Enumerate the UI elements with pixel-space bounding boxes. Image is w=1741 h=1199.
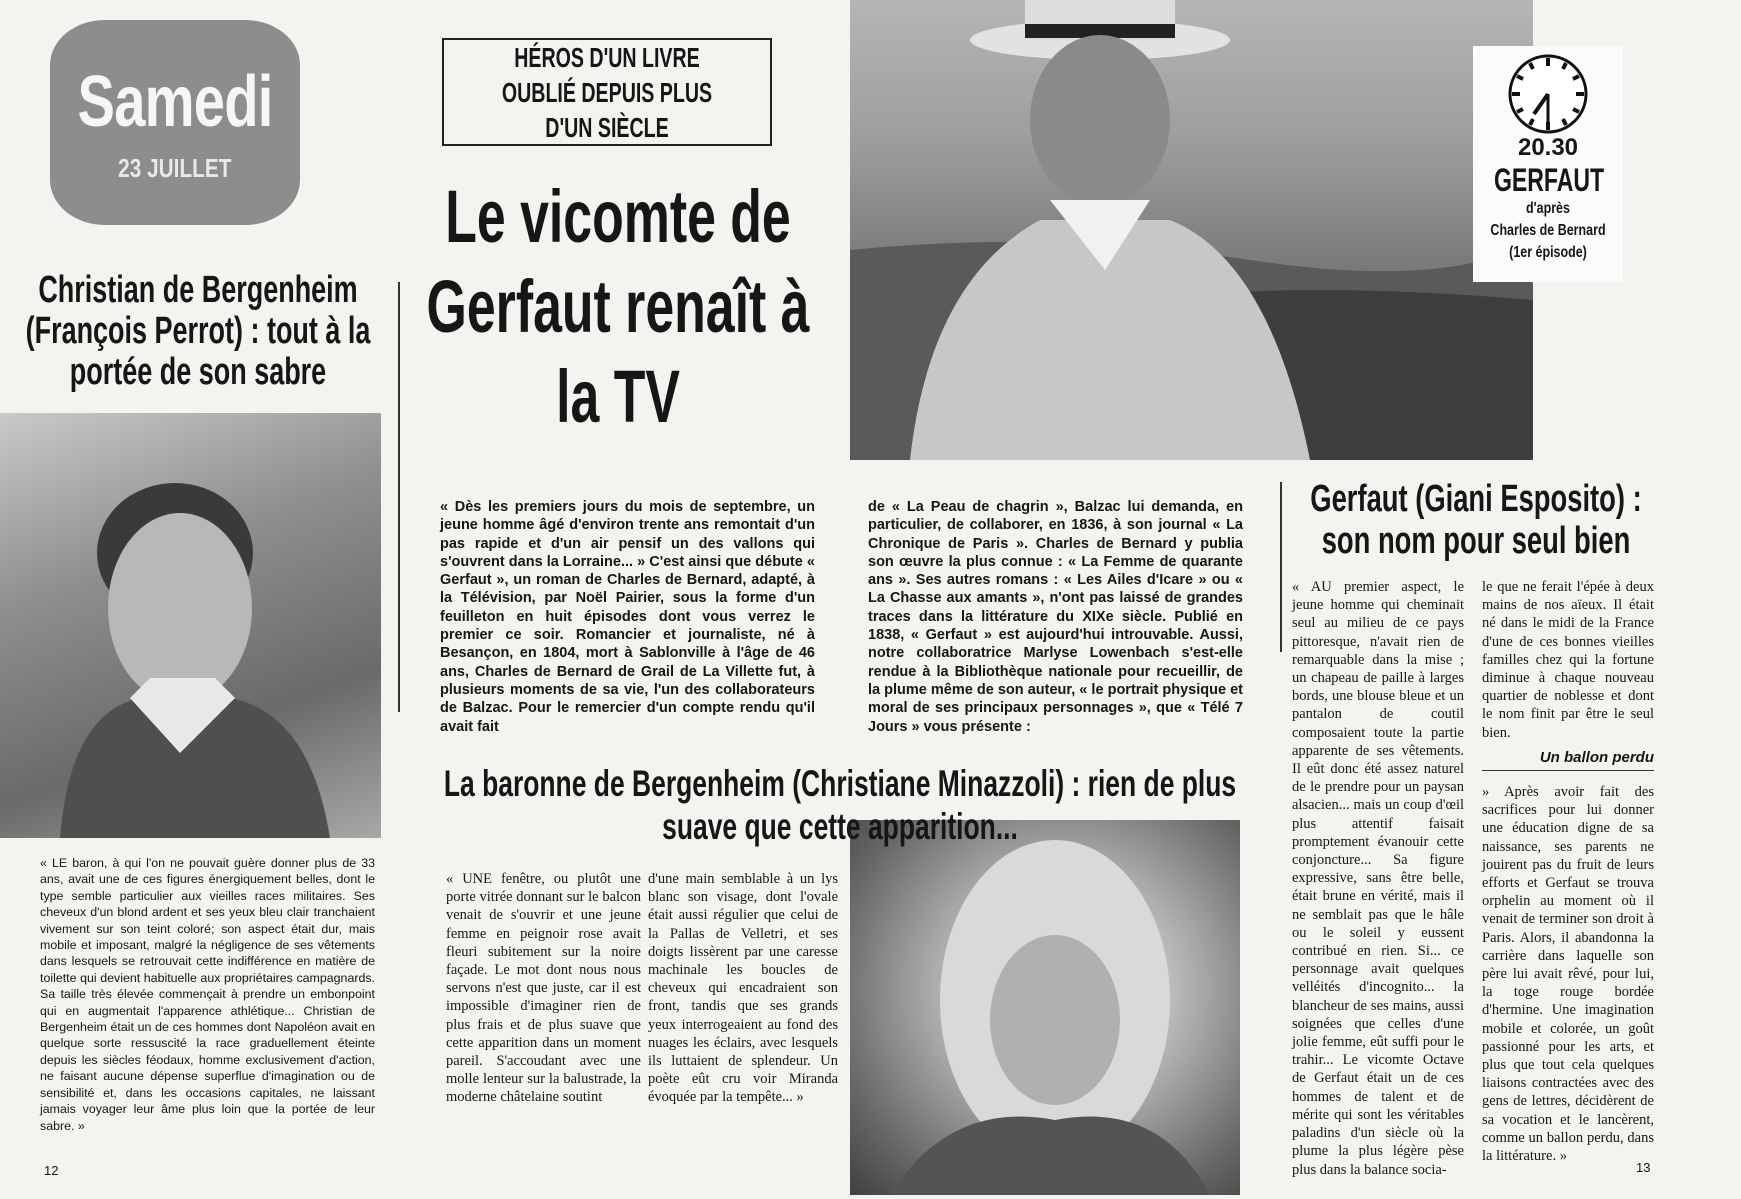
- kicker-box: [442, 38, 772, 146]
- center-headline-container: [425, 762, 1255, 862]
- gerfaut-lead: « AU premier aspect, le: [1292, 579, 1464, 595]
- kicker-text: HÉROS D'UN LIVRE OUBLIÉ DEPUIS PLUS D'UN SIÈCLE: [501, 41, 713, 143]
- left-article-headline: Christian de Bergenheim (François Perrot) : tout à la portée de son sabre: [25, 269, 371, 393]
- right-headline-container: [1283, 478, 1668, 588]
- gerfaut-column-3: » Après avoir fait des sacrifices pour lui donner une éducation digne de sa naissance, ses parents ne jouirent pas du fruit de leurs efforts et Gerfaut se trouva orphelin au moment où il venait de terminer son droit à Paris. Alors, il abandonna la carrière dans laquelle son père lui avait rêvé, pour lui, la toge rouge bordée d'hermine. Une imagination mobile et colorée, un goût passionné pour les arts, et plus que tout cela quelques liaisons contractées avec des gens de lettres, décidèrent de sa vocation et le lancèrent, comme un ballon perdu, dans la littérature. »: [1482, 784, 1654, 1165]
- baronne-column-1: « UNE fenêtre, ou plutôt une porte vitrée donnant sur le balcon venait de s'ouvrir et une jeune femme en peignoir rose avait fleuri subitement sur la noire façade. Le mot dont nous nous servons n'est que juste, car il est impossible d'imaginer rien de plus frais et de plus suave que cette apparition dans un moment pareil. S'accoudant avec une molle lenteur sur la balustrade, la moderne châtelaine soutint: [446, 871, 641, 1106]
- day-badge: [50, 20, 300, 225]
- intro-column-1: « Dès les premiers jours du mois de septembre, un jeune homme âgé d'environ trente ans remontait d'un pas rapide et d'un air pensif un des vallons qui s'ouvrent dans la Lorraine... » C'est ainsi que débute « Gerfaut », un roman de Charles de Bernard, adapté, à la Télévision, par Noël Pairier, sous la forme d'un feuilleton en huit épisodes dont vous verrez le premier ce soir. Romancier et journaliste, né à Besançon, en 1804, mort à Sablonville à l'âge de 46 ans, Charles de Bernard de Grail de La Villette fut, à plusieurs moments de sa vie, l'un des collaborateurs de Balzac. Pour le remercier d'un compte rendu qu'il avait fait: [440, 499, 815, 735]
- photo-baronne-de-bergenheim: [850, 820, 1240, 1195]
- program-time: 20.30: [1517, 134, 1579, 161]
- main-title: Le vicomte de Gerfaut renaît à la TV: [426, 175, 810, 438]
- program-title: GERFAUT: [1494, 162, 1605, 198]
- badge-date: 23 JUILLET: [118, 153, 232, 183]
- gerfaut-column-2: le que ne ferait l'épée à deux mains de nos aïeux. Il était né dans le midi de la France d'une de ces bonnes vieilles familles chez qui la fortune diminue à chaque nouveau quartier de noblesse et dont le nom finit par être le seul bien.: [1482, 579, 1654, 741]
- photo-vicomte-de-gerfaut: [850, 0, 1533, 460]
- program-credit: d'après: [1526, 200, 1570, 217]
- program-schedule-box: [1473, 46, 1623, 282]
- baronne-column-2: d'une main semblable à un lys blanc son visage, dont l'ovale était aussi régulier que celui de la Pallas de Velletri, et ses doigts lissèrent par une caresse machinale les boucles de cheveux qui encadraient son front, tandis que ses grands yeux interrogeaient au fond des nuages les éclairs, avec lesquels ils luttaient de splendeur. Un poète eût cru voir Miranda évoquée par la tempête... »: [648, 871, 838, 1106]
- program-episode: (1er épisode): [1509, 244, 1587, 261]
- main-title-container: [420, 172, 815, 472]
- gerfaut-text: jeune homme qui cheminait seul au milieu de ce pays pittoresque, n'avait rien de remarquable dans la mise ; un chapeau de paille à larges bords, une blouse bleue et un pantalon de coutil composaient toute la partie apparente de ses vêtements. Il eût donc été assez naturel de le prendre pour un paysan alsacien... mais un coup d'œil plus attentif faisait promptement évanouir cette conjoncture... Sa figure expressive, sans être belle, était brune en vérité, mais il ne semblait pas que le hâle ou le soleil y eussent contribué en rien. Si... ce personnage avait quelques velléités d'incognito... la blancheur de ses mains, aussi soignées que celles d'une jolie femme, eût suffi pour le trahir... Le vicomte Octave de Gerfaut était un de ces hommes de talent et de mérite qui sont les véritables paladins d'un siècle où la plume la plus légère pèse plus dans la balance socia-: [1292, 597, 1464, 1178]
- left-headline-container: [20, 270, 375, 410]
- gerfaut-column-1: [1292, 578, 1464, 1178]
- clock-icon: [1506, 52, 1590, 136]
- page-number-left: 12: [44, 1163, 59, 1178]
- page-number-right: 13: [1636, 1160, 1651, 1175]
- right-article-headline: Gerfaut (Giani Esposito) : son nom pour seul bien: [1310, 478, 1642, 562]
- intro-column-2: de « La Peau de chagrin », Balzac lui demanda, en particulier, de collaborer, en 1836, à son journal « La Chronique de Paris ». Charles de Bernard y publia son œuvre la plus connue : « La Femme de quarante ans ». Ses autres romans : « Les Ailes d'Icare » ou « La Chasse aux amants », n'ont pas laissé de grandes traces dans la littérature du XIXe siècle. Publié en 1838, « Gerfaut » est aujourd'hui introuvable. Aussi, notre collaboratrice Marlyse Lowenbach s'est-elle rendue à la Bibliothèque nationale pour recueillir, de la plume même de son auteur, « le portrait physique et moral de ses principaux personnages », que « Télé 7 Jours » vous présente :: [868, 499, 1243, 735]
- photo-christian-de-bergenheim: [0, 413, 381, 838]
- column-divider: [1280, 482, 1282, 652]
- center-article-headline: La baronne de Bergenheim (Christiane Minazzoli) : rien de plus suave que cette apparition...: [443, 763, 1237, 847]
- program-author: Charles de Bernard: [1490, 222, 1606, 239]
- column-divider: [398, 282, 400, 712]
- subhead-ballon-perdu: Un ballon perdu: [1482, 749, 1654, 771]
- badge-day: Samedi: [77, 62, 273, 142]
- bergenheim-article-body: « LE baron, à qui l'on ne pouvait guère donner plus de 33 ans, avait une de ces figures énergiquement belles, dont le type semble particulier aux vieilles races militaires. Ses cheveux d'un blond ardent et ses yeux bleu clair tranchaient vivement sur son teint coloré; son aspect était dur, mais mobile et imposant, malgré la négligence de ses vêtements dans lesquels se retrouvait cette indifférence en matière de toilette qui devient habituelle aux propriétaires campagnards. Sa taille très élevée commençait à prendre un embonpoint qui en augmentait l'apparence athlétique... Christian de Bergenheim était un de ces hommes dont Napoléon avait en quelque sorte ressuscité la race graduellement éteinte depuis les siècles féodaux, homme exclusivement d'action, ne faisant aucune dépense superflue d'imagination ou de sensibilité et, dans les occasions capitales, ne laissant jamais voyager leur âme plus loin que la portée de leur sabre. »: [40, 856, 375, 1133]
